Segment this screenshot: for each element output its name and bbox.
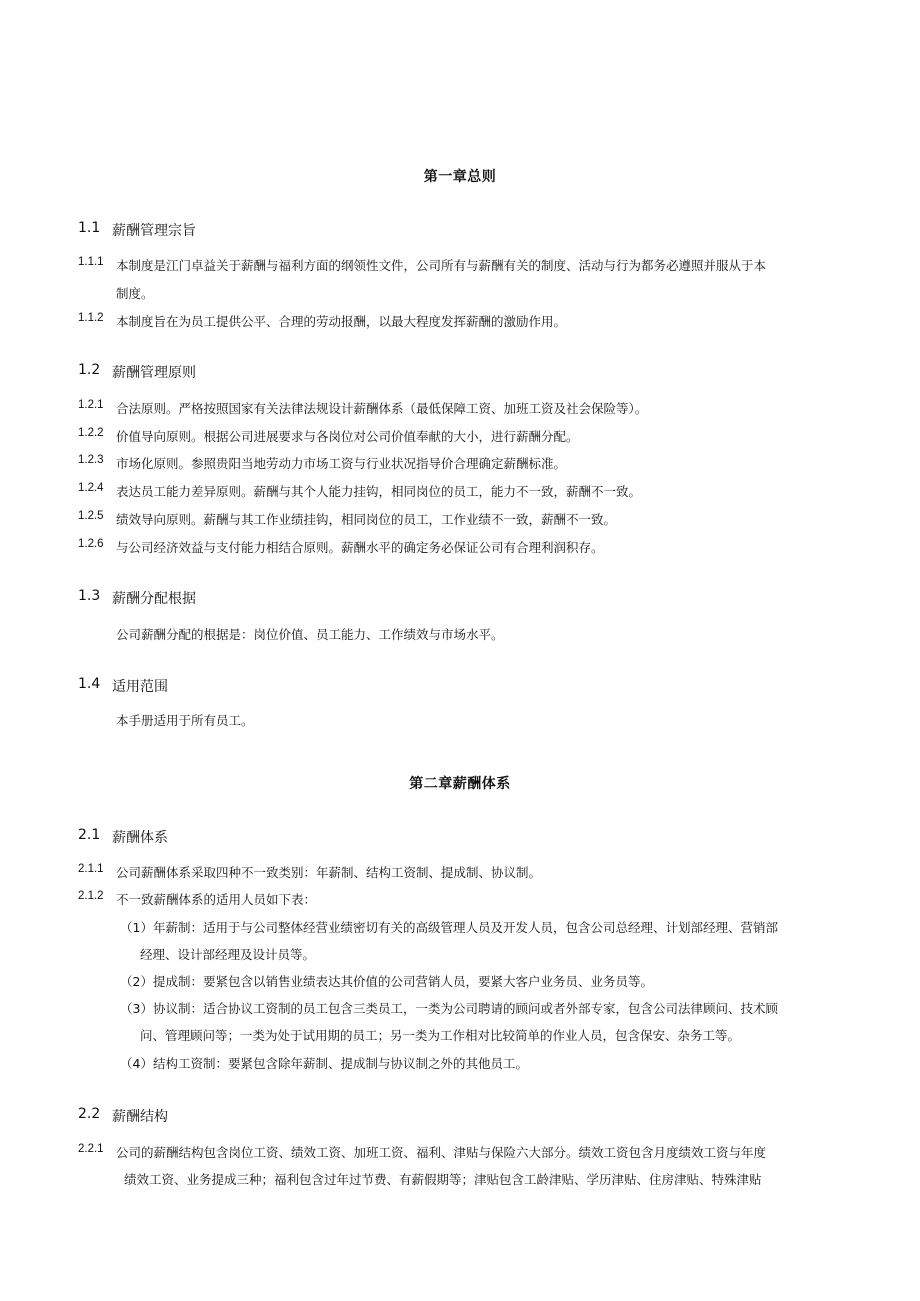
paragraph xyxy=(0,1143,920,1161)
paragraph xyxy=(0,427,920,445)
list-item: （4）结构工资制：要紧包含除年薪制、提成制与协议制之外的其他员工。 xyxy=(120,1056,528,1071)
list-item-continued: 问、管理顾问等；一类为处于试用期的员工；另一类为工作相对比较简单的作业人员，包含保安、杂务工等。 xyxy=(140,1028,741,1043)
section-number: 1.4 xyxy=(78,676,101,692)
clause-number: 2.1.1 xyxy=(78,863,104,875)
paragraph xyxy=(0,890,920,908)
list-item: （1）年薪制：适用于与公司整体经营业绩密切有关的高级管理人员及开发人员，包含公司总经理、计划部经理、营销部 xyxy=(120,920,778,935)
section-title: 薪酬分配根据 xyxy=(112,591,196,607)
section-number: 1.3 xyxy=(78,588,101,604)
section-heading xyxy=(0,220,920,240)
clause-text: 本制度旨在为员工提供公平、合理的劳动报酬，以最大程度发挥薪酬的激励作用。 xyxy=(116,314,567,329)
clause-number: 1.1.1 xyxy=(78,256,104,268)
clause-number: 1.2.2 xyxy=(78,427,104,439)
list-item-continued: 经理、设计部经理及设计员等。 xyxy=(140,947,316,962)
list-item: （3）协议制：适合协议工资制的员工包含三类员工，一类为公司聘请的顾问或者外部专家，包含公司法律顾问、技术顾 xyxy=(120,1001,778,1016)
paragraph xyxy=(0,454,920,472)
chapter-title: 第一章总则 xyxy=(423,169,497,185)
section-title: 薪酬体系 xyxy=(112,830,168,846)
clause-text: 公司薪酬体系采取四种不一致类别：年薪制、结构工资制、提成制、协议制。 xyxy=(116,865,542,880)
paragraph xyxy=(0,312,920,330)
clause-text: 公司的薪酬结构包含岗位工资、绩效工资、加班工资、福利、津贴与保险六大部分。绩效工资包含月度绩效工资与年度 xyxy=(116,1145,767,1160)
clause-text-continued: 绩效工资、业务提成三种；福利包含过年过节费、有薪假期等；津贴包含工龄津贴、学历津贴、住房津贴、特殊津贴 xyxy=(124,1172,762,1187)
section-number: 2.1 xyxy=(78,827,101,843)
section-title: 薪酬管理原则 xyxy=(112,365,196,381)
clause-number: 1.2.3 xyxy=(78,454,104,466)
clause-number: 1.2.1 xyxy=(78,399,104,411)
clause-number: 2.2.1 xyxy=(78,1143,104,1155)
clause-text: 本制度是江门卓益关于薪酬与福利方面的纲领性文件，公司所有与薪酬有关的制度、活动与行为都务必遵照并服从于本 xyxy=(116,258,767,273)
clause-text: 市场化原则。参照贵阳当地劳动力市场工资与行业状况指导价合理确定薪酬标准。 xyxy=(116,456,567,471)
clause-number: 1.1.2 xyxy=(78,312,104,324)
section-title: 薪酬结构 xyxy=(112,1109,168,1125)
clause-number: 1.2.5 xyxy=(78,510,104,522)
section-heading xyxy=(0,676,920,696)
list-item: （2）提成制：要紧包含以销售业绩表达其价值的公司营销人员，要紧大客户业务员、业务员等。 xyxy=(120,974,653,989)
section-heading xyxy=(0,827,920,847)
paragraph-text: 本手册适用于所有员工。 xyxy=(116,713,254,728)
clause-number: 2.1.2 xyxy=(78,890,104,902)
paragraph xyxy=(0,482,920,500)
section-heading xyxy=(0,1106,920,1126)
section-number: 1.2 xyxy=(78,362,101,378)
clause-number: 1.2.4 xyxy=(78,482,104,494)
section-title: 适用范围 xyxy=(112,679,168,695)
chapter-title: 第二章薪酬体系 xyxy=(409,776,511,792)
section-number: 1.1 xyxy=(78,220,101,236)
section-title: 薪酬管理宗旨 xyxy=(112,223,196,239)
section-heading xyxy=(0,588,920,608)
paragraph xyxy=(0,399,920,417)
clause-text-continued: 制度。 xyxy=(116,286,154,301)
section-number: 2.2 xyxy=(78,1106,101,1122)
clause-text: 不一致薪酬体系的适用人员如下表： xyxy=(116,892,317,907)
clause-text: 表达员工能力差异原则。薪酬与其个人能力挂钩，相同岗位的员工，能力不一致，薪酬不一致。 xyxy=(116,484,642,499)
clause-number: 1.2.6 xyxy=(78,538,104,550)
paragraph-text: 公司薪酬分配的根据是：岗位价值、员工能力、工作绩效与市场水平。 xyxy=(116,627,504,642)
paragraph xyxy=(0,863,920,881)
clause-text: 合法原则。严格按照国家有关法律法规设计薪酬体系（最低保障工资、加班工资及社会保险等）。 xyxy=(116,401,648,416)
section-heading xyxy=(0,362,920,382)
paragraph xyxy=(0,256,920,274)
clause-text: 价值导向原则。根据公司进展要求与各岗位对公司价值奉献的大小，进行薪酬分配。 xyxy=(116,429,579,444)
clause-text: 与公司经济效益与支付能力相结合原则。薪酬水平的确定务必保证公司有合理利润积存。 xyxy=(116,540,604,555)
paragraph xyxy=(0,510,920,528)
paragraph xyxy=(0,538,920,556)
clause-text: 绩效导向原则。薪酬与其工作业绩挂钩，相同岗位的员工，工作业绩不一致，薪酬不一致。 xyxy=(116,512,617,527)
